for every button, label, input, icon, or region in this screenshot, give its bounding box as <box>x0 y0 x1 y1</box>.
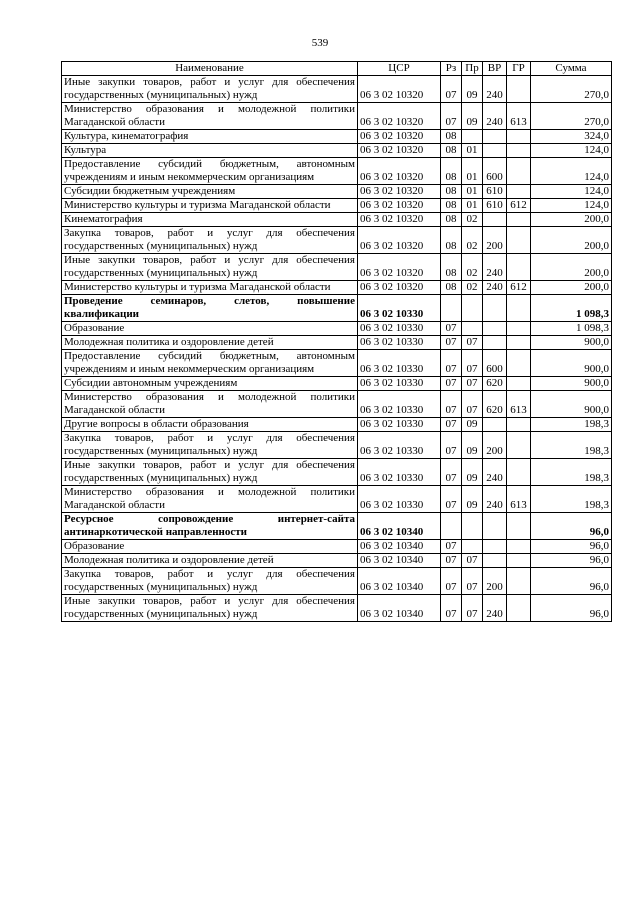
cell-vr: 200 <box>483 432 507 459</box>
cell-name: Предоставление субсидий бюджетным, автономным учреждениям и иным некоммерческим организациям <box>62 350 358 377</box>
cell-pr: 01 <box>462 185 483 199</box>
cell-rz: 07 <box>441 554 462 568</box>
cell-rz: 08 <box>441 144 462 158</box>
cell-name: Ресурсное сопровождение интернет-сайта антинаркотической направленности <box>62 513 358 540</box>
cell-gr <box>507 459 531 486</box>
cell-sum: 324,0 <box>531 130 612 144</box>
cell-gr <box>507 295 531 322</box>
cell-rz: 07 <box>441 568 462 595</box>
cell-gr <box>507 350 531 377</box>
cell-name: Министерство образования и молодежной политики Магаданской области <box>62 486 358 513</box>
cell-pr <box>462 130 483 144</box>
cell-csr: 06 3 02 10320 <box>358 199 441 213</box>
table-row <box>62 418 612 432</box>
table-row <box>62 377 612 391</box>
cell-name: Министерство образования и молодежной политики Магаданской области <box>62 391 358 418</box>
table-header-row <box>62 62 612 76</box>
cell-sum: 270,0 <box>531 76 612 103</box>
cell-csr: 06 3 02 10330 <box>358 336 441 350</box>
table-row <box>62 295 612 322</box>
cell-gr <box>507 322 531 336</box>
cell-rz: 08 <box>441 158 462 185</box>
cell-gr <box>507 568 531 595</box>
cell-csr: 06 3 02 10340 <box>358 540 441 554</box>
table-row <box>62 103 612 130</box>
cell-pr: 01 <box>462 144 483 158</box>
cell-name: Закупка товаров, работ и услуг для обеспечения государственных (муниципальных) нужд <box>62 432 358 459</box>
cell-csr: 06 3 02 10330 <box>358 377 441 391</box>
cell-gr <box>507 76 531 103</box>
cell-rz: 08 <box>441 227 462 254</box>
cell-vr: 610 <box>483 185 507 199</box>
cell-name: Субсидии автономным учреждениям <box>62 377 358 391</box>
table-row <box>62 350 612 377</box>
cell-name: Кинематография <box>62 213 358 227</box>
table-row <box>62 432 612 459</box>
cell-name: Проведение семинаров, слетов, повышение квалификации <box>62 295 358 322</box>
cell-rz: 07 <box>441 350 462 377</box>
cell-rz: 07 <box>441 336 462 350</box>
header-vr: ВР <box>483 62 507 76</box>
cell-pr: 01 <box>462 158 483 185</box>
table-row <box>62 486 612 513</box>
cell-gr <box>507 254 531 281</box>
cell-vr <box>483 540 507 554</box>
cell-csr: 06 3 02 10320 <box>358 213 441 227</box>
cell-rz: 07 <box>441 459 462 486</box>
cell-pr: 07 <box>462 336 483 350</box>
cell-pr: 07 <box>462 554 483 568</box>
cell-vr: 240 <box>483 254 507 281</box>
cell-csr: 06 3 02 10320 <box>358 76 441 103</box>
cell-name: Культура <box>62 144 358 158</box>
header-sum: Сумма <box>531 62 612 76</box>
cell-sum: 200,0 <box>531 227 612 254</box>
cell-sum: 96,0 <box>531 540 612 554</box>
cell-vr <box>483 144 507 158</box>
header-csr: ЦСР <box>358 62 441 76</box>
cell-gr: 613 <box>507 103 531 130</box>
cell-gr <box>507 418 531 432</box>
cell-sum: 96,0 <box>531 568 612 595</box>
cell-sum: 124,0 <box>531 199 612 213</box>
header-pr: Пр <box>462 62 483 76</box>
cell-name: Другие вопросы в области образования <box>62 418 358 432</box>
cell-gr: 613 <box>507 486 531 513</box>
cell-gr: 613 <box>507 391 531 418</box>
cell-rz: 08 <box>441 199 462 213</box>
cell-csr: 06 3 02 10330 <box>358 486 441 513</box>
cell-name: Образование <box>62 322 358 336</box>
cell-vr <box>483 213 507 227</box>
cell-name: Иные закупки товаров, работ и услуг для обеспечения государственных (муниципальных) нужд <box>62 254 358 281</box>
cell-csr: 06 3 02 10340 <box>358 513 441 540</box>
table-row <box>62 158 612 185</box>
table-row <box>62 391 612 418</box>
cell-gr <box>507 540 531 554</box>
cell-pr: 02 <box>462 281 483 295</box>
cell-csr: 06 3 02 10320 <box>358 185 441 199</box>
cell-rz: 07 <box>441 486 462 513</box>
cell-rz <box>441 295 462 322</box>
cell-sum: 124,0 <box>531 185 612 199</box>
cell-name: Молодежная политика и оздоровление детей <box>62 554 358 568</box>
table-row <box>62 459 612 486</box>
cell-csr: 06 3 02 10340 <box>358 554 441 568</box>
cell-rz: 08 <box>441 281 462 295</box>
table-row <box>62 144 612 158</box>
cell-vr: 240 <box>483 486 507 513</box>
cell-vr <box>483 336 507 350</box>
cell-vr: 200 <box>483 227 507 254</box>
cell-csr: 06 3 02 10330 <box>358 350 441 377</box>
cell-vr <box>483 418 507 432</box>
cell-pr <box>462 540 483 554</box>
cell-pr: 09 <box>462 76 483 103</box>
cell-gr <box>507 158 531 185</box>
table-row <box>62 185 612 199</box>
cell-name: Образование <box>62 540 358 554</box>
cell-vr: 240 <box>483 459 507 486</box>
cell-gr <box>507 554 531 568</box>
cell-csr: 06 3 02 10340 <box>358 595 441 622</box>
cell-sum: 96,0 <box>531 554 612 568</box>
cell-pr: 07 <box>462 568 483 595</box>
table-row <box>62 254 612 281</box>
cell-csr: 06 3 02 10320 <box>358 103 441 130</box>
table-row <box>62 336 612 350</box>
table-row <box>62 595 612 622</box>
cell-vr: 600 <box>483 350 507 377</box>
cell-pr: 07 <box>462 377 483 391</box>
cell-pr: 07 <box>462 350 483 377</box>
cell-sum: 200,0 <box>531 281 612 295</box>
table-body <box>62 76 612 622</box>
cell-rz: 07 <box>441 432 462 459</box>
table-row <box>62 554 612 568</box>
cell-vr: 240 <box>483 103 507 130</box>
cell-name: Культура, кинематография <box>62 130 358 144</box>
cell-sum: 198,3 <box>531 418 612 432</box>
cell-sum: 96,0 <box>531 595 612 622</box>
cell-vr <box>483 130 507 144</box>
table-row <box>62 227 612 254</box>
cell-pr: 02 <box>462 213 483 227</box>
cell-name: Закупка товаров, работ и услуг для обеспечения государственных (муниципальных) нужд <box>62 227 358 254</box>
cell-gr <box>507 227 531 254</box>
cell-name: Министерство образования и молодежной политики Магаданской области <box>62 103 358 130</box>
cell-name: Субсидии бюджетным учреждениям <box>62 185 358 199</box>
cell-pr: 09 <box>462 432 483 459</box>
cell-rz: 07 <box>441 322 462 336</box>
cell-gr <box>507 185 531 199</box>
cell-rz: 07 <box>441 540 462 554</box>
cell-vr <box>483 322 507 336</box>
cell-csr: 06 3 02 10340 <box>358 568 441 595</box>
cell-pr: 01 <box>462 199 483 213</box>
cell-csr: 06 3 02 10320 <box>358 227 441 254</box>
cell-name: Закупка товаров, работ и услуг для обеспечения государственных (муниципальных) нужд <box>62 568 358 595</box>
cell-sum: 900,0 <box>531 391 612 418</box>
cell-rz: 08 <box>441 185 462 199</box>
cell-csr: 06 3 02 10330 <box>358 391 441 418</box>
cell-sum: 900,0 <box>531 350 612 377</box>
cell-csr: 06 3 02 10320 <box>358 130 441 144</box>
cell-pr: 02 <box>462 254 483 281</box>
cell-csr: 06 3 02 10330 <box>358 322 441 336</box>
page-number: 539 <box>311 37 329 49</box>
cell-pr <box>462 295 483 322</box>
cell-gr <box>507 595 531 622</box>
cell-sum: 900,0 <box>531 336 612 350</box>
cell-rz <box>441 513 462 540</box>
table-row <box>62 281 612 295</box>
cell-vr <box>483 295 507 322</box>
cell-rz: 08 <box>441 254 462 281</box>
cell-sum: 198,3 <box>531 486 612 513</box>
table-row <box>62 76 612 103</box>
table-row <box>62 199 612 213</box>
cell-pr <box>462 513 483 540</box>
cell-csr: 06 3 02 10320 <box>358 281 441 295</box>
cell-rz: 07 <box>441 418 462 432</box>
table-row <box>62 322 612 336</box>
cell-sum: 198,3 <box>531 432 612 459</box>
cell-name: Иные закупки товаров, работ и услуг для обеспечения государственных (муниципальных) нужд <box>62 76 358 103</box>
cell-vr <box>483 554 507 568</box>
cell-name: Министерство культуры и туризма Магаданской области <box>62 281 358 295</box>
cell-pr: 07 <box>462 391 483 418</box>
cell-pr: 02 <box>462 227 483 254</box>
cell-name: Молодежная политика и оздоровление детей <box>62 336 358 350</box>
cell-vr: 240 <box>483 76 507 103</box>
cell-gr <box>507 336 531 350</box>
cell-gr <box>507 144 531 158</box>
cell-sum: 96,0 <box>531 513 612 540</box>
cell-gr <box>507 213 531 227</box>
cell-name: Иные закупки товаров, работ и услуг для обеспечения государственных (муниципальных) нужд <box>62 595 358 622</box>
cell-csr: 06 3 02 10320 <box>358 144 441 158</box>
cell-csr: 06 3 02 10320 <box>358 158 441 185</box>
cell-gr <box>507 377 531 391</box>
cell-gr: 612 <box>507 199 531 213</box>
cell-pr: 09 <box>462 103 483 130</box>
cell-name: Предоставление субсидий бюджетным, автономным учреждениям и иным некоммерческим организациям <box>62 158 358 185</box>
cell-csr: 06 3 02 10330 <box>358 459 441 486</box>
table-row <box>62 130 612 144</box>
cell-pr: 09 <box>462 459 483 486</box>
cell-sum: 270,0 <box>531 103 612 130</box>
cell-vr: 200 <box>483 568 507 595</box>
cell-csr: 06 3 02 10330 <box>358 295 441 322</box>
cell-rz: 08 <box>441 213 462 227</box>
cell-rz: 08 <box>441 130 462 144</box>
cell-vr: 240 <box>483 595 507 622</box>
cell-gr: 612 <box>507 281 531 295</box>
cell-pr <box>462 322 483 336</box>
header-rz: Рз <box>441 62 462 76</box>
cell-rz: 07 <box>441 103 462 130</box>
table-row <box>62 568 612 595</box>
table-row <box>62 513 612 540</box>
cell-gr <box>507 432 531 459</box>
cell-sum: 198,3 <box>531 459 612 486</box>
cell-csr: 06 3 02 10330 <box>358 418 441 432</box>
cell-name: Министерство культуры и туризма Магаданской области <box>62 199 358 213</box>
cell-pr: 09 <box>462 486 483 513</box>
cell-vr: 620 <box>483 377 507 391</box>
cell-rz: 07 <box>441 377 462 391</box>
table-row <box>62 213 612 227</box>
cell-sum: 900,0 <box>531 377 612 391</box>
cell-pr: 09 <box>462 418 483 432</box>
cell-csr: 06 3 02 10320 <box>358 254 441 281</box>
cell-vr: 240 <box>483 281 507 295</box>
cell-rz: 07 <box>441 76 462 103</box>
cell-rz: 07 <box>441 595 462 622</box>
cell-vr: 610 <box>483 199 507 213</box>
table-row <box>62 540 612 554</box>
cell-sum: 1 098,3 <box>531 295 612 322</box>
cell-name: Иные закупки товаров, работ и услуг для обеспечения государственных (муниципальных) нужд <box>62 459 358 486</box>
cell-sum: 124,0 <box>531 144 612 158</box>
cell-gr <box>507 130 531 144</box>
cell-sum: 200,0 <box>531 254 612 281</box>
cell-pr: 07 <box>462 595 483 622</box>
cell-vr: 620 <box>483 391 507 418</box>
budget-table <box>61 61 612 622</box>
cell-sum: 1 098,3 <box>531 322 612 336</box>
header-name: Наименование <box>62 62 358 76</box>
header-gr: ГР <box>507 62 531 76</box>
cell-vr: 600 <box>483 158 507 185</box>
cell-gr <box>507 513 531 540</box>
cell-csr: 06 3 02 10330 <box>358 432 441 459</box>
cell-sum: 200,0 <box>531 213 612 227</box>
cell-vr <box>483 513 507 540</box>
cell-sum: 124,0 <box>531 158 612 185</box>
cell-rz: 07 <box>441 391 462 418</box>
